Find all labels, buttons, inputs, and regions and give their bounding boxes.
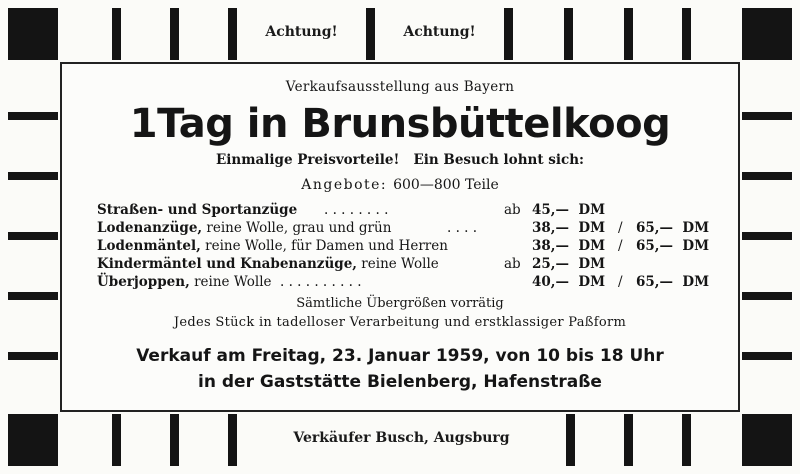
frame-bar [8,232,58,240]
frame-bar [112,8,121,60]
price-currency: DM [682,238,710,254]
corner-block-bottom-right [742,414,792,466]
frame-bar [742,112,792,120]
price-currency: DM [578,238,606,254]
frame-bar [366,8,375,60]
leader-dots: . . . . [447,220,478,236]
price-value: 38,— [532,238,569,254]
frame-bar [566,414,575,466]
frame-bar [170,8,179,60]
price-value: 45,— [532,202,569,218]
frame-bar [682,414,691,466]
frame-bar [228,414,237,466]
price-value-high: 65,— [636,220,673,236]
price-separator: / [618,274,623,290]
frame-bar [682,8,691,60]
frame-bar [742,232,792,240]
item-desc: reine Wolle, für Damen und Herren [200,238,448,254]
frame-bar [564,8,573,60]
price-item [97,238,448,254]
subtitle: Verkaufsausstellung aus Bayern [285,79,515,95]
price-item [97,256,439,272]
frame-bar [742,172,792,180]
price-prefix: ab [504,202,521,218]
price-currency: DM [578,202,606,218]
price-value: 38,— [532,220,569,236]
frame-bar [112,414,121,466]
price-currency: DM [682,274,710,290]
price-currency: DM [578,220,606,236]
headline: 1Tag in Brunsbüttelkoog [129,101,671,147]
item-desc: reine Wolle [189,274,272,290]
price-separator: / [618,220,623,236]
attention-label-right: Achtung! [403,24,476,40]
price-item [97,202,297,218]
price-value-high: 65,— [636,238,673,254]
price-item [97,274,272,290]
frame-bar [624,8,633,60]
frame-bar [8,352,58,360]
price-currency: DM [578,274,606,290]
tagline: Einmalige Preisvorteile! Ein Besuch lohnt sich: [215,152,585,168]
frame-bar [8,112,58,120]
sale-date-line: Verkauf am Freitag, 23. Januar 1959, von 10 bis 18 Uhr [136,346,664,366]
frame-bar [8,292,58,300]
price-currency: DM [578,256,606,272]
price-value: 25,— [532,256,569,272]
frame-bar [742,352,792,360]
price-value-high: 65,— [636,274,673,290]
corner-block-bottom-left [8,414,58,466]
attention-label-left: Achtung! [265,24,338,40]
main-panel [60,62,740,412]
item-name: Überjoppen, [97,274,190,290]
item-desc: reine Wolle, grau und grün [202,220,392,236]
item-name: Lodenanzüge, [97,220,203,236]
item-desc: reine Wolle [357,256,439,272]
seller-label: Verkäufer Busch, Augsburg [293,430,510,446]
frame-bar [624,414,633,466]
frame-bar [8,172,58,180]
price-value: 40,— [532,274,569,290]
frame-bar [170,414,179,466]
price-item [97,220,391,236]
leader-dots: . . . . . . . . [324,202,389,218]
offers-count: 600—800 Teile [393,177,499,193]
sizes-note: Sämtliche Übergrößen vorrätig [296,296,504,311]
corner-block-top-left [8,8,58,60]
frame-bar [504,8,513,60]
offers-line [62,177,738,193]
frame-bar [742,292,792,300]
leader-dots: . . . . . . . . . . [280,274,362,290]
item-name: Kindermäntel und Knabenanzüge, [97,256,358,272]
price-separator: / [618,238,623,254]
price-currency: DM [682,220,710,236]
frame-bar [228,8,237,60]
quality-note: Jedes Stück in tadelloser Verarbeitung und erstklassiger Paßform [173,315,627,330]
item-name: Straßen- und Sportanzüge [97,202,298,218]
corner-block-top-right [742,8,792,60]
offers-label: Angebote: [301,177,388,193]
sale-location-line: in der Gaststätte Bielenberg, Hafenstraße [198,372,602,392]
price-prefix: ab [504,256,521,272]
item-name: Lodenmäntel, [97,238,201,254]
